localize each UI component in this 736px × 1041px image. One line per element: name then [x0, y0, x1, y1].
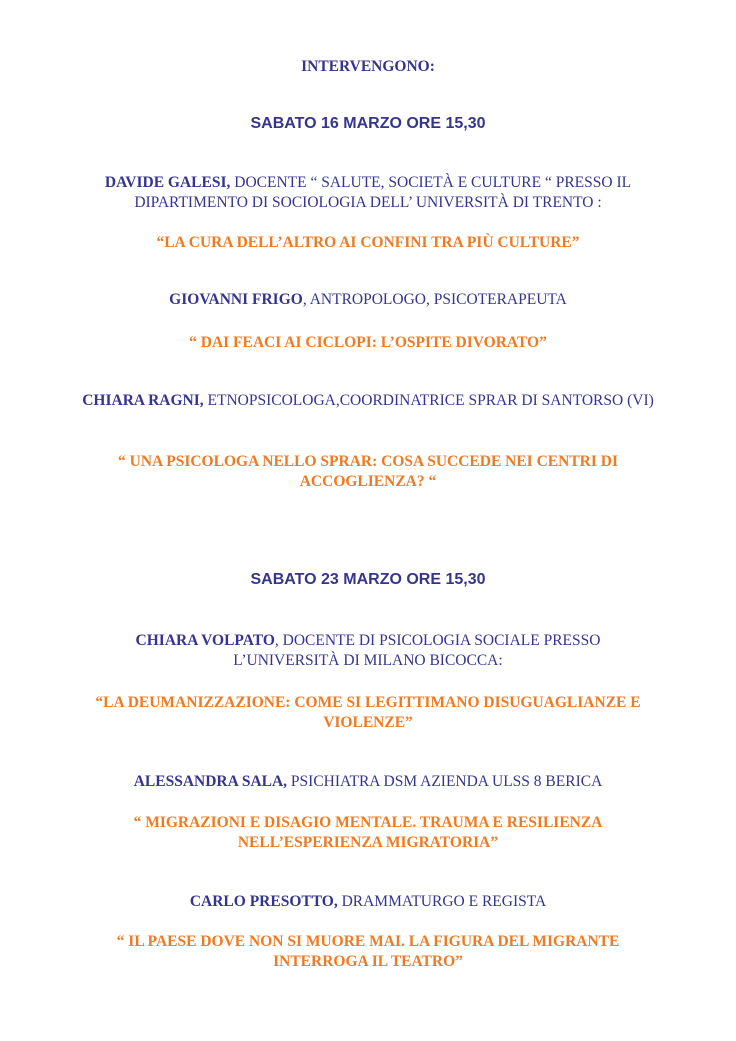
speaker-name: ALESSANDRA SALA,	[133, 773, 288, 790]
speaker-role: PSICHIATRA DSM AZIENDA ULSS 8 BERICA	[287, 773, 603, 790]
speaker-4	[100, 631, 636, 670]
heading: INTERVENGONO:	[301, 58, 435, 75]
speaker-name: GIOVANNI FRIGO	[169, 291, 303, 308]
session-2-date: SABATO 23 MARZO ORE 15,30	[250, 571, 486, 588]
speaker-5	[40, 772, 696, 792]
speaker-6	[40, 892, 696, 912]
speaker-name: DAVIDE GALESI,	[104, 174, 231, 191]
talk-title: “LA CURA DELL’ALTRO AI CONFINI TRA PIÙ CULTURE”	[156, 234, 580, 251]
speaker-name: CHIARA VOLPATO	[135, 632, 275, 649]
speaker-name: CHIARA RAGNI,	[82, 392, 204, 409]
speaker-role: , DOCENTE DI PSICOLOGIA SOCIALE PRESSO L’UNIVERSITÀ DI MILANO BICOCCA:	[233, 632, 601, 669]
session-1-date: SABATO 16 MARZO ORE 15,30	[250, 115, 486, 132]
talk-title: “ MIGRAZIONI E DISAGIO MENTALE. TRAUMA E RESILIENZA NELL’ESPERIENZA MIGRATORIA”	[133, 814, 603, 851]
talk-title: “ IL PAESE DOVE NON SI MUORE MAI. LA FIGURA DEL MIGRANTE INTERROGA IL TEATRO”	[116, 933, 620, 970]
speaker-role: DRAMMATURGO E REGISTA	[337, 893, 547, 910]
speaker-3	[60, 391, 676, 411]
talk-title: “ UNA PSICOLOGA NELLO SPRAR: COSA SUCCEDE NEI CENTRI DI ACCOGLIENZA? “	[118, 453, 618, 490]
speaker-2	[40, 290, 696, 310]
speaker-role: ETNOPSICOLOGA,COORDINATRICE SPRAR DI SANTORSO (VI)	[203, 392, 654, 409]
speaker-role: DOCENTE “ SALUTE, SOCIETÀ E CULTURE “ PRESSO IL DIPARTIMENTO DI SOCIOLOGIA DELL’ UNIVERSITÀ DI TRENTO :	[134, 174, 632, 211]
talk-title: “ DAI FEACI AI CICLOPI: L’OSPITE DIVORATO”	[189, 334, 547, 351]
talk-title: “LA DEUMANIZZAZIONE: COME SI LEGITTIMANO DISUGUAGLIANZE E VIOLENZE”	[95, 694, 641, 731]
speaker-role: , ANTROPOLOGO, PSICOTERAPEUTA	[302, 291, 567, 308]
speaker-1	[70, 173, 666, 212]
speaker-name: CARLO PRESOTTO,	[189, 893, 338, 910]
